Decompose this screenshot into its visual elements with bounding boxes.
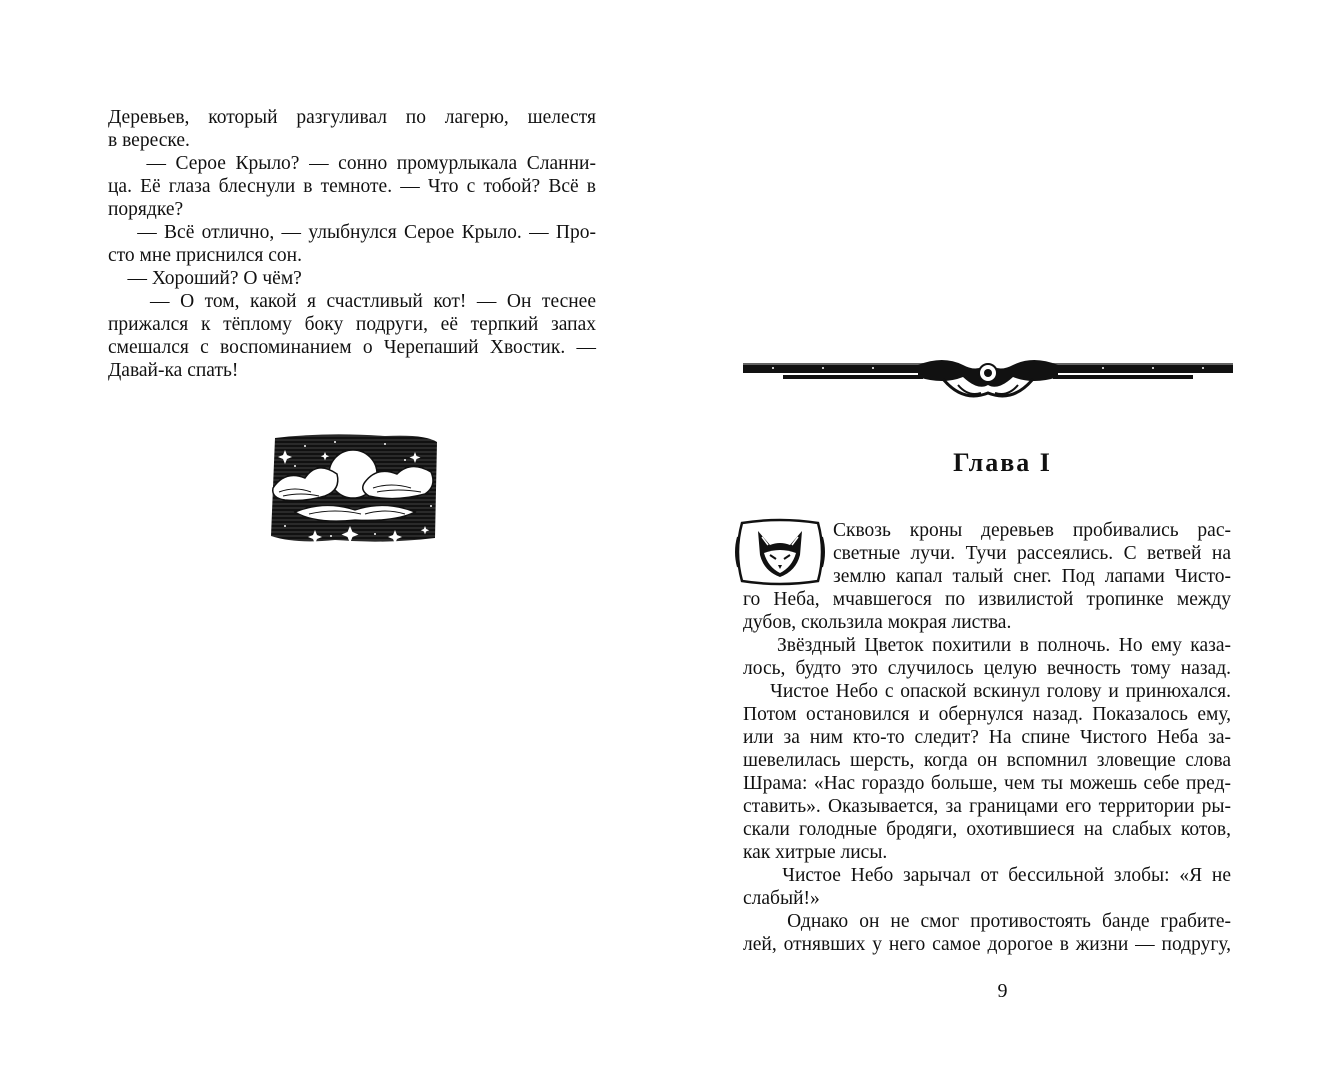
right-page-text-line: скали голодные бродяги, охотившиеся на слабых котов,	[743, 819, 1231, 840]
right-page-text-line: Шрама: «Нас гораздо больше, чем ты можешь себе пред-	[743, 773, 1231, 794]
right-page-text-line: светные лучи. Тучи рассеялись. С ветвей на	[833, 543, 1231, 564]
right-page-text-line: ставить». Оказывается, за границами его территории ры-	[743, 796, 1231, 817]
right-page-text-line: дубов, скользила мокрая листва.	[743, 612, 1012, 633]
left-page-text-line: порядке?	[108, 199, 184, 220]
left-page	[0, 0, 668, 1080]
left-page-text-line: Деревьев, который разгуливал по лагерю, шелестя	[108, 107, 596, 128]
left-page-text-line: Давай-ка спать!	[108, 360, 239, 381]
moon-clouds-vignette	[265, 430, 440, 548]
left-page-text-line: — Всё отлично, — улыбнулся Серое Крыло. — Про-	[108, 222, 596, 243]
left-page-text-line: прижался к тёплому боку подруги, её терпкий запах	[108, 314, 596, 335]
right-page-text-line: слабый!»	[743, 888, 820, 909]
right-page-text-line: Сквозь кроны деревьев пробивались рас-	[833, 520, 1231, 541]
right-page-text-line: Однако он не смог противостоять банде грабите-	[743, 911, 1231, 932]
right-page-text-line: Потом остановился и обернулся назад. Показалось ему,	[743, 704, 1231, 725]
page-number: 9	[997, 980, 1008, 1002]
left-page-text-line: — Хороший? О чём?	[108, 268, 302, 289]
left-page-text-line: — О том, какой я счастливый кот! — Он теснее	[108, 291, 596, 312]
ornamental-divider	[743, 355, 1233, 405]
left-page-text-line: — Серое Крыло? — сонно промурлыкала Сланни-	[108, 153, 596, 174]
fox-head-drop-cap	[734, 517, 826, 587]
left-page-text-line: ца. Её глаза блеснули в темноте. — Что с тобой? Всё в	[108, 176, 596, 197]
left-page-text-line: сто мне приснился сон.	[108, 245, 302, 266]
right-page	[668, 0, 1337, 1080]
right-page-text-line: Звёздный Цветок похитили в полночь. Но ему каза-	[743, 635, 1231, 656]
chapter-title: Глава I	[953, 448, 1052, 477]
right-page-text-line: землю капал талый снег. Под лапами Чисто-	[833, 566, 1231, 587]
right-page-text-line: или за ним кто-то следит? На спине Чистого Неба за-	[743, 727, 1231, 748]
left-page-text-line: смешался с воспоминанием о Черепаший Хвостик. —	[108, 337, 596, 358]
right-page-text-line: как хитрые лисы.	[743, 842, 888, 863]
right-page-text-line: Чистое Небо с опаской вскинул голову и принюхался.	[743, 681, 1231, 702]
right-page-text-line: лось, будто это случилось целую вечность тому назад.	[743, 658, 1231, 679]
left-page-text-line: в вереске.	[108, 130, 190, 151]
right-page-text-line: лей, отнявших у него самое дорогое в жизни — подругу,	[743, 934, 1231, 955]
right-page-text-line: го Неба, мчавшегося по извилистой тропинке между	[743, 589, 1231, 610]
right-page-text-line: Чистое Небо зарычал от бессильной злобы: «Я не	[743, 865, 1231, 886]
right-page-text-line: шевелилась шерсть, когда он вспомнил зловещие слова	[743, 750, 1231, 771]
